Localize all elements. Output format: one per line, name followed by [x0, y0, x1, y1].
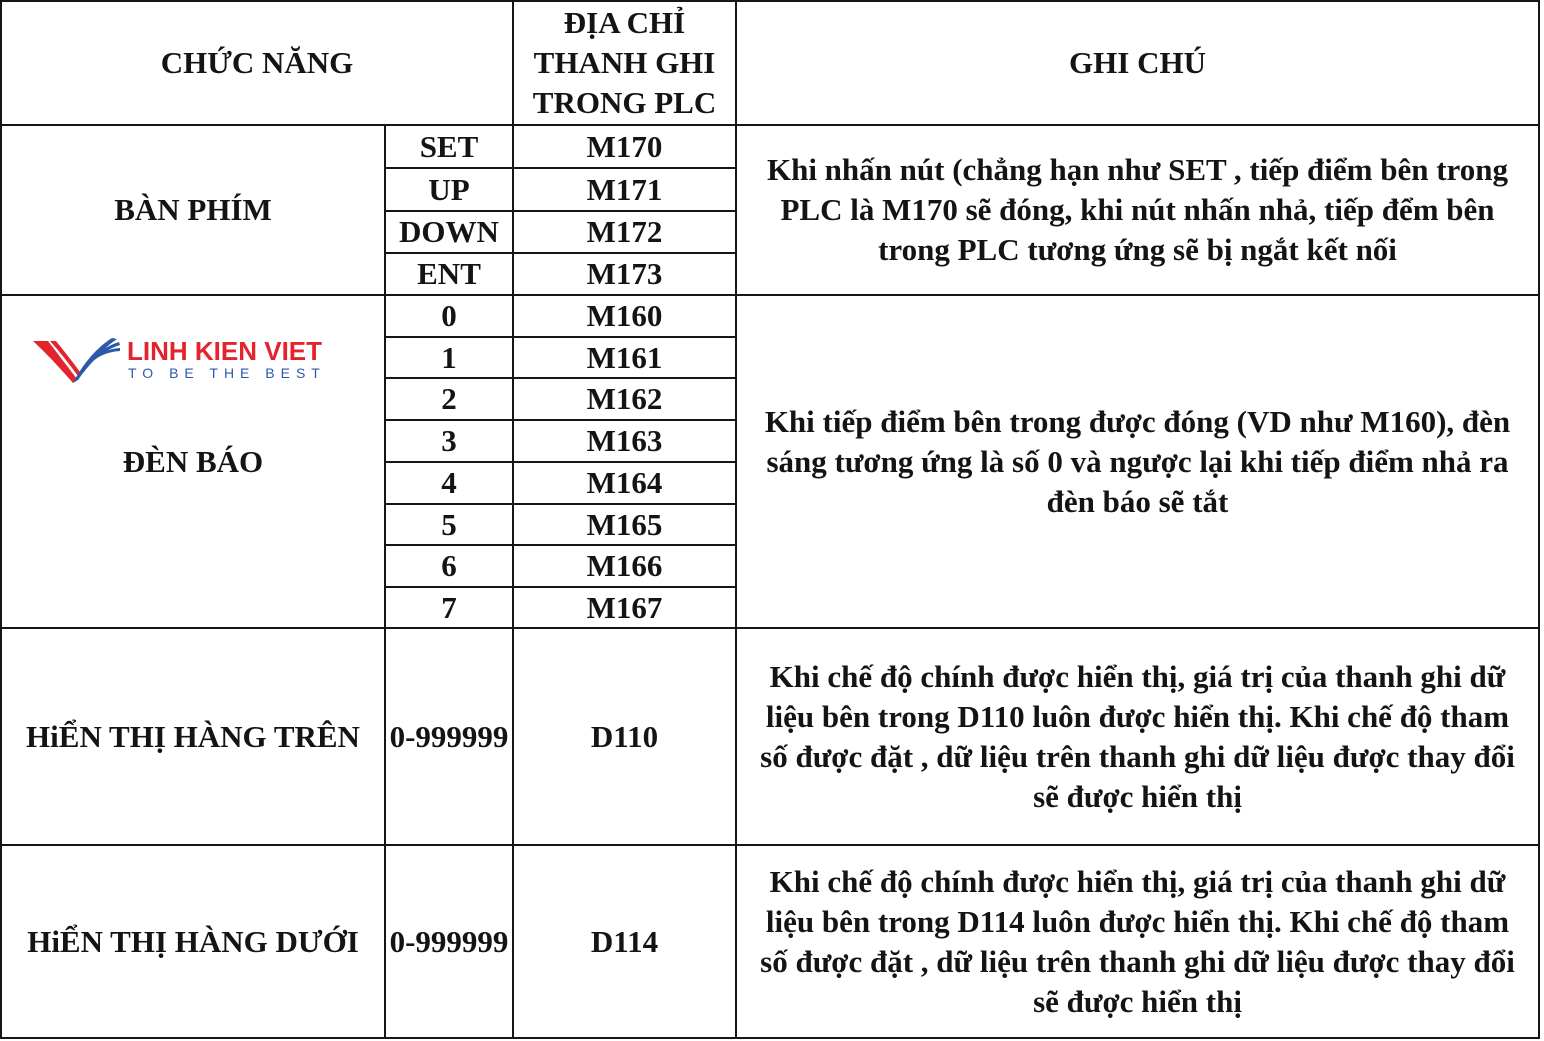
key-down: DOWN	[386, 212, 512, 252]
display-top-range: 0-999999	[386, 629, 512, 844]
lamp-index: 2	[386, 379, 512, 419]
indicator-note	[737, 296, 1538, 627]
lamp-address: M164	[514, 463, 735, 503]
display-top-address: D110	[514, 629, 735, 844]
lamp-address: M166	[514, 546, 735, 586]
display-bottom-note-line: liệu bên trong D114 luôn được hiển thị. Khi chế độ tham	[765, 903, 1510, 939]
lamp-index: 3	[386, 421, 512, 461]
display-bottom-note-line: Khi chế độ chính được hiển thị, giá trị của thanh ghi dữ	[769, 863, 1506, 899]
display-bottom-note	[737, 846, 1538, 1037]
display-bottom-note-line: số được đặt , dữ liệu trên thanh ghi dữ liệu được thay đổi	[760, 943, 1515, 979]
keypad-note	[737, 126, 1538, 294]
logo-tagline: TO BE THE BEST	[128, 365, 326, 381]
logo	[33, 336, 333, 384]
display-top-note-line: số được đặt , dữ liệu trên thanh ghi dữ liệu được thay đổi	[760, 738, 1515, 774]
lamp-index: 4	[386, 463, 512, 503]
display-bottom-note-line: sẽ được hiển thị	[1033, 983, 1242, 1019]
lamp-address: M160	[514, 296, 735, 336]
lamp-index: 6	[386, 546, 512, 586]
lamp-address: M162	[514, 379, 735, 419]
logo-mark-icon	[33, 336, 121, 384]
logo-name: LINH KIEN VIET	[127, 336, 323, 366]
key-ent: ENT	[386, 254, 512, 294]
header-address-line: THANH GHI	[533, 45, 716, 80]
lamp-index: 7	[386, 588, 512, 627]
header-address-line: TRONG PLC	[532, 85, 717, 120]
lamp-address: M167	[514, 588, 735, 627]
keypad-note-line: trong PLC tương ứng sẽ bị ngắt kết nối	[878, 232, 1397, 267]
indicator-label: ĐÈN BÁO	[2, 296, 384, 627]
indicator-note-line: đèn báo sẽ tắt	[1046, 483, 1229, 519]
key-up: UP	[386, 169, 512, 210]
header-address	[514, 2, 735, 124]
lamp-address: M163	[514, 421, 735, 461]
header-note: GHI CHÚ	[737, 2, 1538, 124]
display-bottom-label: HiỂN THỊ HÀNG DƯỚI	[2, 846, 384, 1037]
lamp-index: 1	[386, 338, 512, 377]
keypad-label: BÀN PHÍM	[2, 126, 384, 294]
lamp-address: M165	[514, 505, 735, 544]
keypad-note-line: Khi nhấn nút (chẳng hạn như SET , tiếp điểm bên trong	[766, 152, 1509, 187]
key-down-address: M172	[514, 212, 735, 252]
display-top-note	[737, 629, 1538, 844]
display-bottom-range: 0-999999	[386, 846, 512, 1037]
display-top-label: HiỂN THỊ HÀNG TRÊN	[2, 629, 384, 844]
lamp-index: 5	[386, 505, 512, 544]
indicator-note-line: Khi tiếp điểm bên trong được đóng (VD như M160), đèn	[764, 403, 1511, 439]
key-set: SET	[386, 126, 512, 167]
header-function: CHỨC NĂNG	[2, 2, 512, 124]
header-address-line: ĐỊA CHỈ	[563, 5, 686, 40]
key-set-address: M170	[514, 126, 735, 167]
logo-stripe-blue	[73, 338, 117, 383]
key-ent-address: M173	[514, 254, 735, 294]
indicator-note-line: sáng tương ứng là số 0 và ngược lại khi tiếp điểm nhả ra	[766, 443, 1509, 479]
display-top-note-line: sẽ được hiển thị	[1033, 778, 1242, 814]
keypad-note-line: PLC là M170 sẽ đóng, khi nút nhấn nhả, tiếp đểm bên	[780, 192, 1495, 227]
lamp-address: M161	[514, 338, 735, 377]
display-top-note-line: Khi chế độ chính được hiển thị, giá trị của thanh ghi dữ	[769, 658, 1506, 694]
display-top-note-line: liệu bên trong D110 luôn được hiển thị. Khi chế độ tham	[765, 698, 1510, 734]
display-bottom-address: D114	[514, 846, 735, 1037]
key-up-address: M171	[514, 169, 735, 210]
lamp-index: 0	[386, 296, 512, 336]
